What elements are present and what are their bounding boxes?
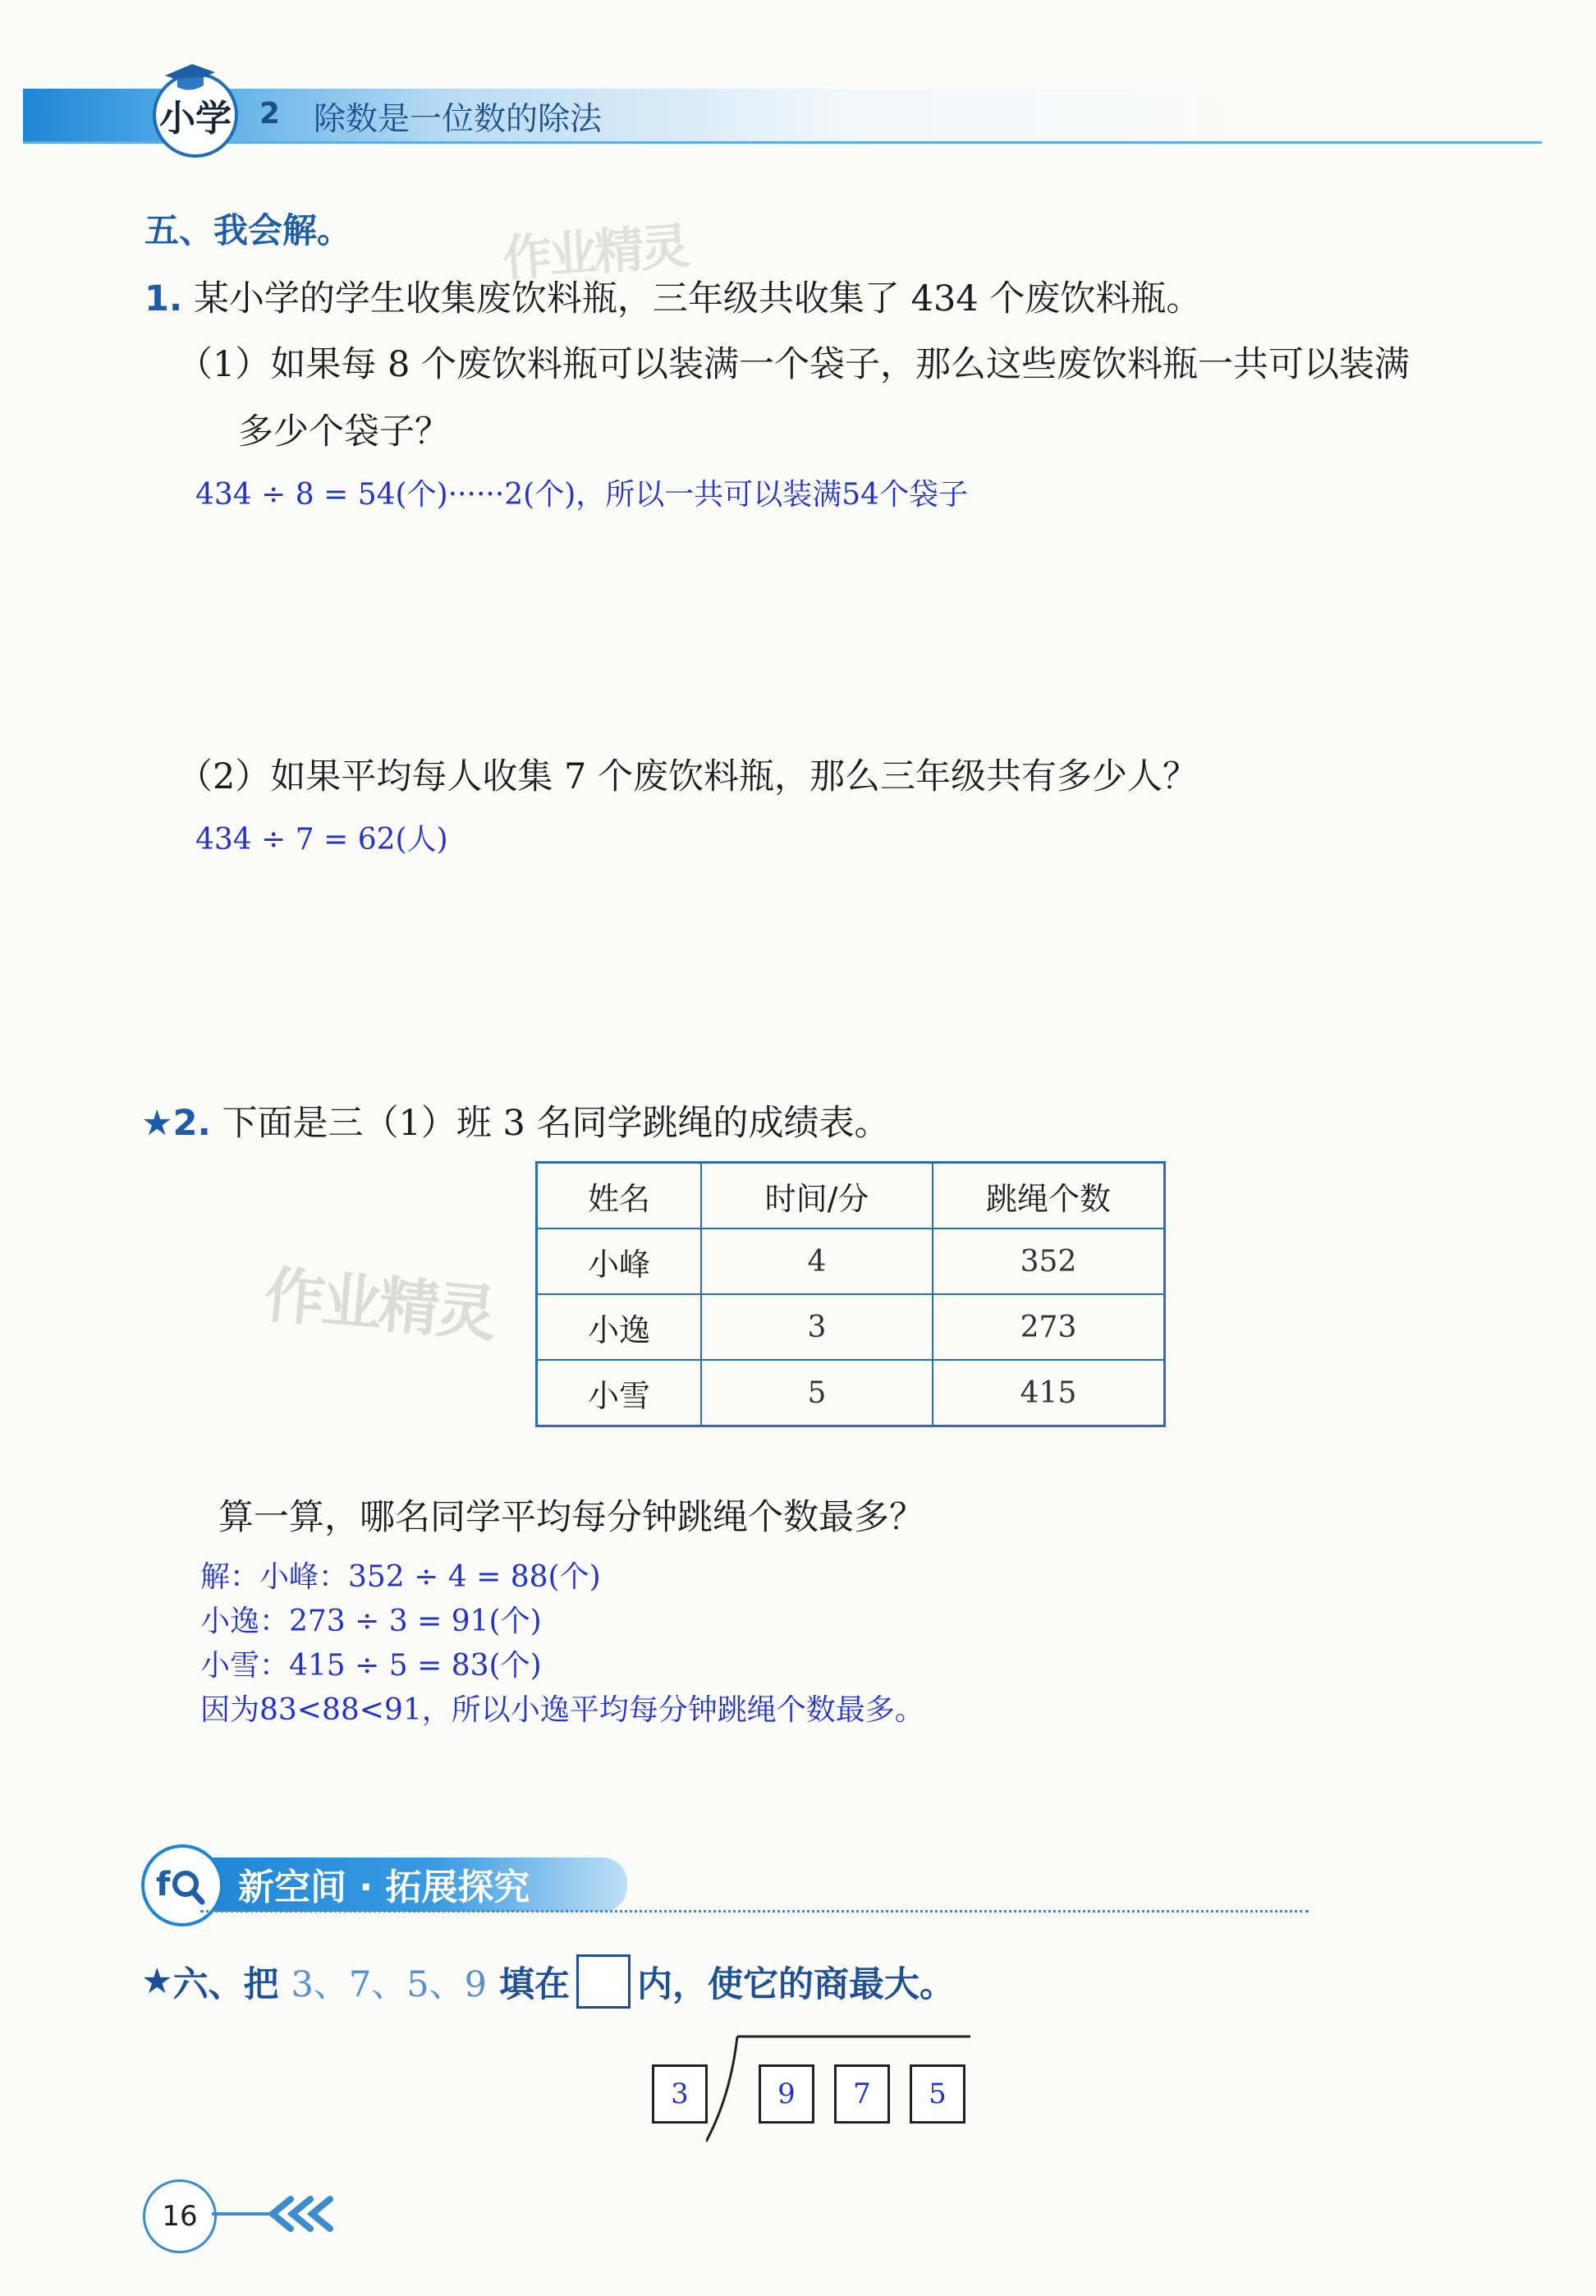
table-row xyxy=(537,1360,1165,1426)
table-cell: 小峰 xyxy=(537,1228,702,1294)
answer-1-part-2: 434 ÷ 7 = 62(人) xyxy=(195,823,448,856)
graduation-cap-icon xyxy=(161,61,218,94)
column-header: 姓名 xyxy=(537,1163,702,1229)
question-suffix: 内，使它的商最大。 xyxy=(636,1963,955,2005)
star-icon: ★ xyxy=(141,1103,173,1144)
answer-1-part-1: 434 ÷ 8 = 54(个)······2(个)，所以一共可以装满54个袋子 xyxy=(195,478,969,512)
header-band xyxy=(23,89,1542,143)
dividend-box: 9 xyxy=(759,2064,814,2124)
question-text: 某小学的学生收集废饮料瓶，三年级共收集了 434 个废饮料瓶。 xyxy=(193,278,1202,319)
table-cell: 3 xyxy=(701,1294,933,1360)
table-row xyxy=(537,1294,1165,1360)
column-header: 时间/分 xyxy=(701,1163,933,1229)
magnifier-icon xyxy=(153,1856,207,1910)
question-1 xyxy=(144,271,1201,321)
page-number: 16 xyxy=(143,2179,217,2253)
svg-text:f: f xyxy=(156,1866,171,1903)
question-text: 下面是三（1）班 3 名同学跳绳的成绩表。 xyxy=(222,1103,890,1144)
divisor-box: 3 xyxy=(652,2064,708,2124)
question-1-part-1-line-2: 多少个袋子？ xyxy=(238,411,450,452)
answer-2-line-4: 因为83<88<91，所以小逸平均每分钟跳绳个数最多。 xyxy=(200,1693,924,1727)
question-1-part-2: （2）如果平均每人收集 7 个废饮料瓶，那么三年级共有多少人？ xyxy=(177,756,1199,797)
dotted-rule xyxy=(200,1910,1309,1913)
table-cell: 5 xyxy=(701,1360,933,1426)
table-cell: 小逸 xyxy=(537,1294,702,1360)
table-row xyxy=(537,1228,1165,1294)
question-2 xyxy=(141,1095,890,1146)
logo-text: 小学 xyxy=(159,98,232,140)
question-6 xyxy=(141,1954,955,2009)
question-1-part-1-line-1: （1）如果每 8 个废饮料瓶可以装满一个袋子，那么这些废饮料瓶一共可以装满 xyxy=(177,344,1410,385)
question-2-prompt: 算一算，哪名同学平均每分钟跳绳个数最多？ xyxy=(218,1497,924,1538)
answer-2-line-2: 小逸：273 ÷ 3 = 91(个) xyxy=(200,1605,542,1638)
digit-list: 3、7、5、9 xyxy=(291,1963,487,2005)
dividend-box: 7 xyxy=(834,2064,890,2124)
question-mid: 填在 xyxy=(486,1963,570,2005)
arrow-decoration-icon xyxy=(212,2193,335,2234)
blank-box-icon xyxy=(576,1954,631,2009)
answer-2-line-1: 解：小峰：352 ÷ 4 = 88(个) xyxy=(200,1560,601,1594)
table-cell: 273 xyxy=(933,1294,1165,1360)
score-table xyxy=(535,1161,1166,1427)
table-cell: 4 xyxy=(701,1228,933,1294)
watermark: 作业精灵 xyxy=(501,218,689,288)
dividend-box: 5 xyxy=(910,2064,965,2124)
column-header: 跳绳个数 xyxy=(933,1163,1165,1229)
chapter-title: 除数是一位数的除法 xyxy=(314,101,603,138)
question-number: 2. xyxy=(172,1103,211,1144)
table-header-row xyxy=(537,1163,1165,1229)
table-cell: 小雪 xyxy=(537,1360,702,1426)
banner-title: 新空间 · 拓展探究 xyxy=(238,1867,530,1908)
table-cell: 352 xyxy=(933,1228,1165,1294)
chapter-number: 2 xyxy=(259,97,281,131)
answer-2-line-3: 小雪：415 ÷ 5 = 83(个) xyxy=(200,1649,542,1683)
star-icon: ★ xyxy=(141,1961,173,2002)
section-title: 五、我会解。 xyxy=(144,210,352,250)
question-prefix: 六、把 xyxy=(172,1963,291,2005)
header-rule xyxy=(23,141,1542,144)
table-cell: 415 xyxy=(933,1360,1165,1426)
watermark: 作业精灵 xyxy=(261,1259,497,1351)
question-number: 1. xyxy=(144,278,183,319)
